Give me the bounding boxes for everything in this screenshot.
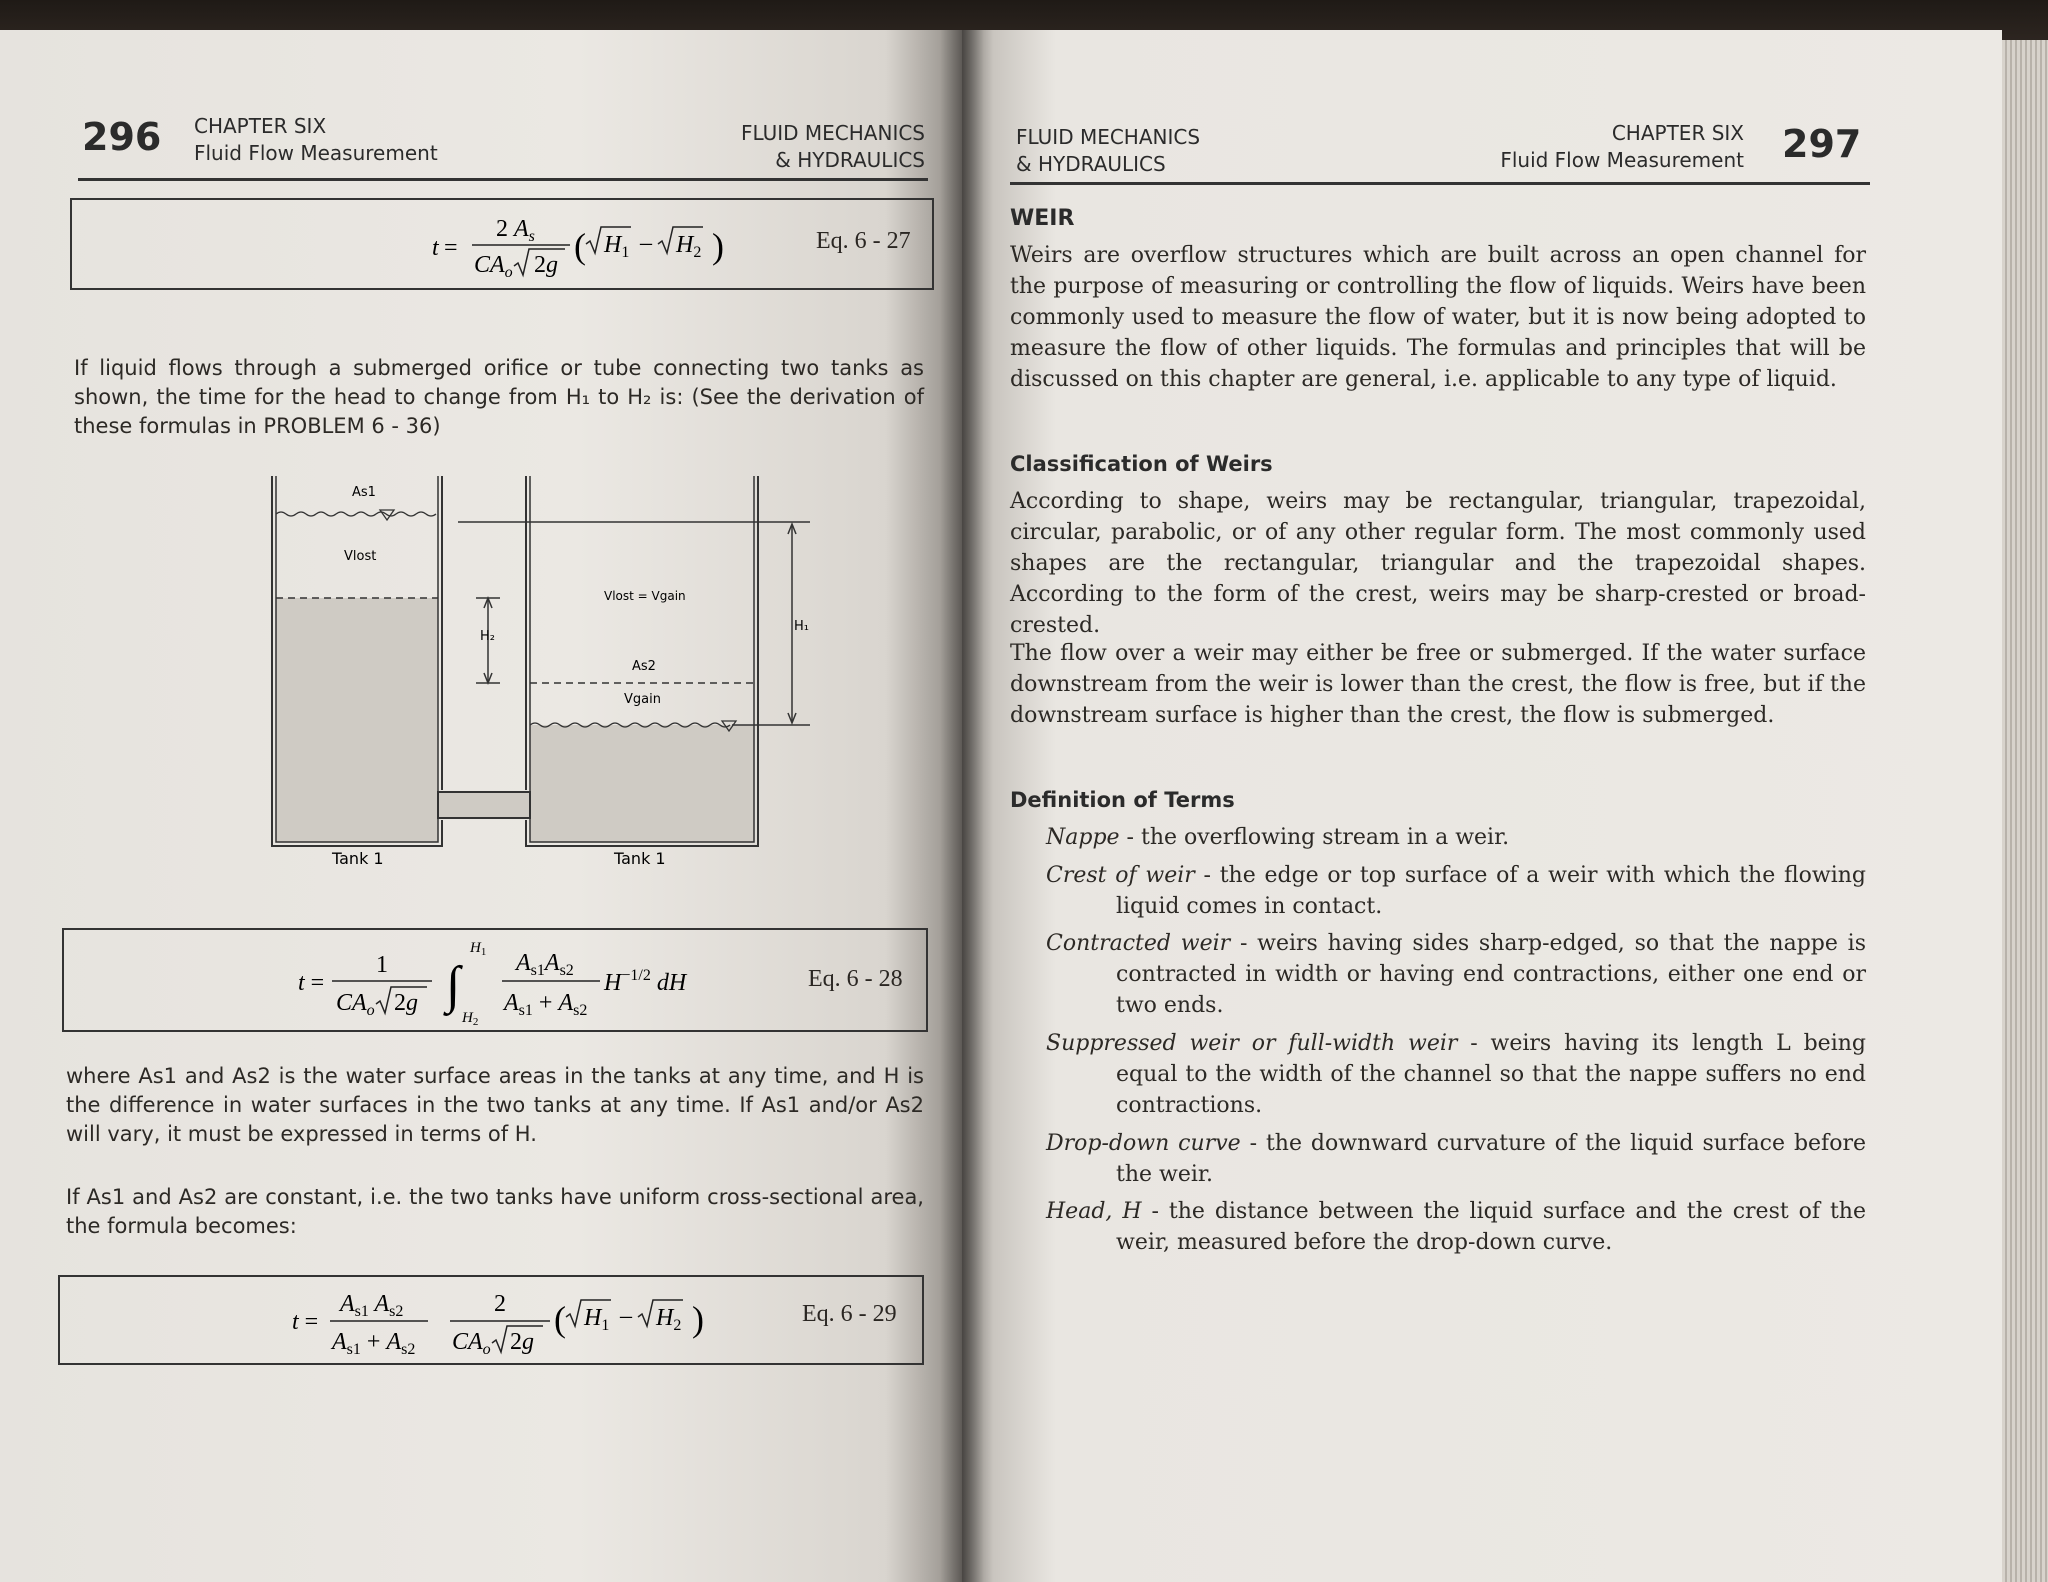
left-chapter-label: CHAPTER SIX [194, 114, 327, 138]
svg-text:H1: $H_1$ [604, 232, 630, 261]
definitions-heading: Definition of Terms [1010, 788, 1235, 812]
svg-text:CAo: $CA_o$ [452, 1329, 491, 1358]
right-section-label: Fluid Flow Measurement [1500, 148, 1744, 172]
svg-text:–: – [620, 1303, 632, 1329]
right-page-number: 297 [1782, 122, 1862, 166]
label-as2: As2 [632, 659, 656, 674]
svg-text:(: ( [574, 226, 586, 266]
equation-27-number: Eq. 6 - 27 [816, 228, 911, 254]
definition-drop-down [1046, 1128, 1866, 1190]
definition-head [1046, 1196, 1866, 1258]
right-book-title-2: & HYDRAULICS [1016, 152, 1166, 176]
definition-term: Crest of weir [1046, 863, 1195, 888]
label-as1: As1 [352, 485, 376, 500]
svg-text:∫: ∫ [446, 957, 461, 1014]
definition-text: - the edge or top surface of a weir with which the flowing liquid comes in contact. [1116, 863, 1866, 919]
label-h2: H₂ [480, 629, 495, 644]
two-tanks-diagram [262, 470, 822, 870]
definition-text: - the overflowing stream in a weir. [1119, 825, 1510, 850]
equation-box-29 [58, 1275, 924, 1365]
equation-29 [60, 1277, 922, 1363]
intro-paragraph: If liquid flows through a submerged orifice or tube connecting two tanks as shown, the time for the head to change from H₁ to H₂ is: (See the derivation of these formulas in PROBLEM 6 - 36) [74, 356, 924, 438]
page-edges [2002, 40, 2048, 1582]
svg-text:(: ( [554, 1299, 566, 1339]
left-section-label: Fluid Flow Measurement [194, 141, 438, 165]
definition-text: - weirs having its length L being equal to the width of the channel so that the nappe suffers no end contractions. [1116, 1031, 1866, 1118]
definition-term: Suppressed weir or full-width weir [1046, 1031, 1458, 1056]
svg-text:t =: t = [298, 970, 325, 996]
definition-term: Head, H [1046, 1199, 1142, 1224]
left-book-title-1: FLUID MECHANICS [740, 121, 925, 145]
svg-text:H2: $H_2$ [656, 1305, 682, 1334]
classification-heading: Classification of Weirs [1010, 452, 1273, 476]
svg-text:H2: $H_2$ [462, 1010, 479, 1028]
svg-text:H1: $H_1$ [584, 1305, 610, 1334]
classification-paragraph: According to shape, weirs may be rectangular, triangular, trapezoidal, circular, parabolic, or of any other regular form. The most commonly used shapes are the rectangular, triangular and the trapezoidal shapes. According to the form of the crest, weirs may be sharp-crested or broad-crested. [1010, 489, 1866, 638]
definition-text: - the distance between the liquid surface and the crest of the weir, measured before the drop-down curve. [1116, 1199, 1867, 1255]
svg-text:t =: t = [292, 1309, 319, 1335]
svg-text:As1 + As2: $A_{s1} + A_{s2}$ [332, 1329, 416, 1358]
definition-term: Drop-down curve [1046, 1131, 1241, 1156]
svg-text:): ) [692, 1299, 704, 1339]
left-header-rule [78, 178, 928, 181]
weir-heading: WEIR [1010, 206, 1075, 231]
svg-text:–: – [640, 230, 652, 256]
label-tank-right: Tank 1 [614, 849, 666, 868]
svg-text:As1 As2: $A_{s1}$ $A_{s2}$ [340, 1291, 404, 1320]
left-tank-water [276, 598, 438, 842]
right-chapter-label: CHAPTER SIX [1611, 121, 1744, 145]
svg-text:H1: $H_1$ [470, 940, 487, 958]
left-book-title-2: & HYDRAULICS [775, 148, 925, 172]
definition-text: - weirs having sides sharp-edged, so that the nappe is contracted in width or having end contractions, either one end or two ends. [1116, 931, 1866, 1018]
connecting-tube [438, 792, 530, 818]
equation-29-number: Eq. 6 - 29 [802, 1301, 897, 1327]
label-vgain: Vgain [624, 692, 661, 707]
definition-crest [1046, 860, 1866, 922]
svg-text:As1 + As2: $A_{s1} + A_{s2}$ [504, 990, 588, 1019]
right-tank-water [530, 725, 754, 842]
flow-paragraph: The flow over a weir may either be free or submerged. If the water surface downstream from the weir is lower than the crest, the flow is free, but if the downstream surface is higher than the crest, the flow is submerged. [1010, 641, 1866, 728]
equation-28 [64, 930, 926, 1030]
svg-text:2g: 2g [394, 990, 418, 1016]
label-vlost-vgain: Vlost = Vgain [604, 589, 686, 603]
label-vlost: Vlost [344, 549, 377, 564]
label-tank-left: Tank 1 [332, 849, 384, 868]
svg-text:As1As2: $A_{s1}A_{s2}$ [516, 950, 574, 979]
svg-text:=: = [444, 235, 458, 261]
svg-text:2g: 2g [510, 1329, 534, 1355]
svg-text:2g: 2g [534, 252, 558, 278]
svg-text:2: 2 [494, 1291, 506, 1317]
right-header-rule [1010, 182, 1870, 185]
equation-27 [72, 200, 932, 288]
constant-paragraph: If As1 and As2 are constant, i.e. the two tanks have uniform cross-sectional area, the formula becomes: [66, 1185, 924, 1238]
definition-term: Contracted weir [1046, 931, 1231, 956]
weir-paragraph: Weirs are overflow structures which are built across an open channel for the purpose of measuring or controlling the flow of liquids. Weirs have been commonly used to measure the flow of water, but it is now being adopted to measure the flow of other liquids. The formulas and principles that will be discussed on this chapter are general, i.e. applicable to any type of liquid. [1010, 243, 1866, 392]
svg-text:): ) [712, 226, 724, 266]
equation-box-28 [62, 928, 928, 1032]
definition-nappe [1046, 822, 1866, 853]
svg-text:H−1/2 dH: $H^{-1/2}$ dH [604, 967, 687, 996]
right-book-title-1: FLUID MECHANICS [1016, 125, 1201, 149]
svg-text:2 As: 2 $A_s$ [496, 216, 535, 245]
definition-suppressed [1046, 1028, 1866, 1121]
equation-28-number: Eq. 6 - 28 [808, 966, 903, 992]
definition-contracted [1046, 928, 1866, 1021]
book-gutter [940, 30, 984, 1582]
definition-text: - the downward curvature of the liquid surface before the weir. [1116, 1131, 1866, 1187]
where-paragraph: where As1 and As2 is the water surface areas in the tanks at any time, and H is the difference in water surfaces in the two tanks at any time. If As1 and/or As2 will vary, it must be expressed in terms of H. [66, 1064, 924, 1146]
svg-text:CAo: $CA_o$ [336, 990, 375, 1019]
equation-box-27 [70, 198, 934, 290]
definition-term: Nappe [1046, 825, 1120, 850]
svg-text:CAo: $CA_o$ [474, 252, 513, 281]
label-h1: H₁ [794, 619, 809, 634]
left-page-number: 296 [82, 115, 162, 159]
svg-text:t: t [432, 235, 439, 261]
svg-text:H2: $H_2$ [676, 232, 702, 261]
svg-text:1: 1 [376, 952, 388, 978]
